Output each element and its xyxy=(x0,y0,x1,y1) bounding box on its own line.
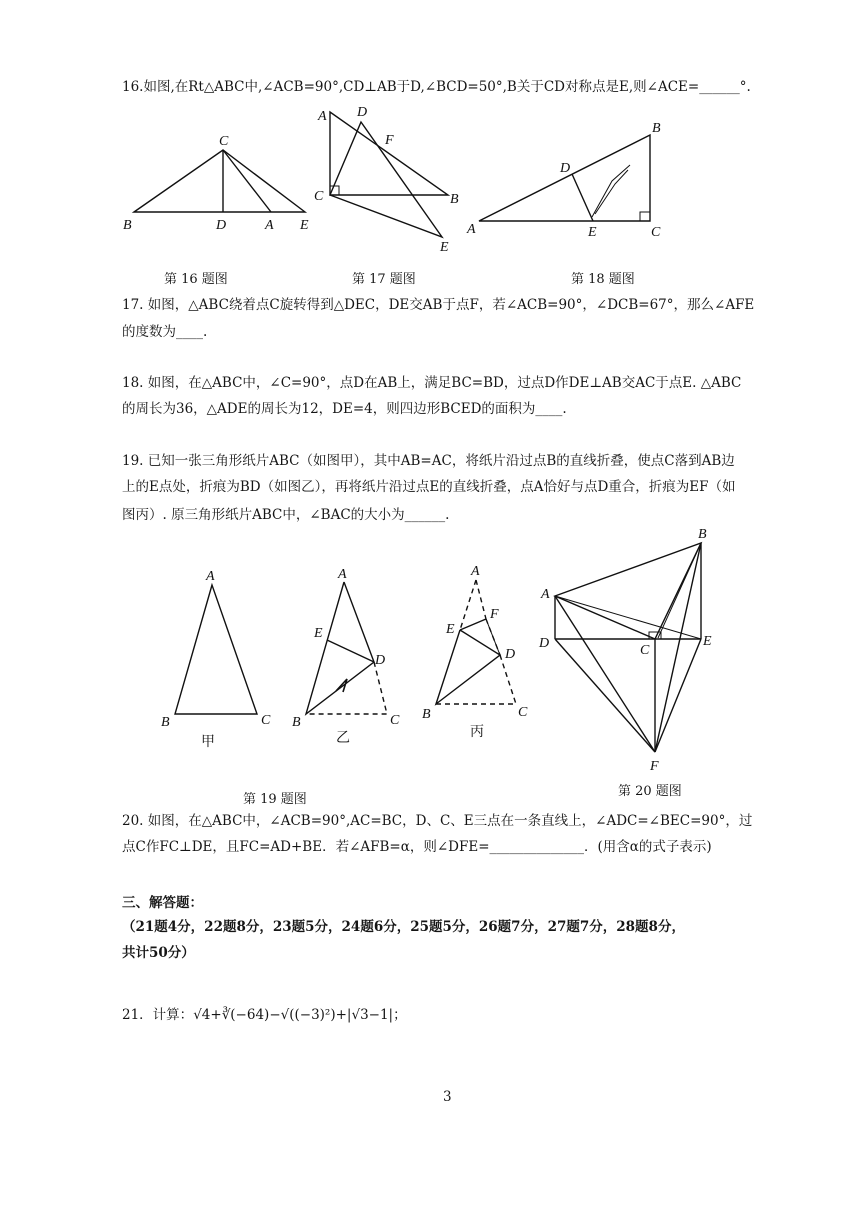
fig17-label-E: E xyxy=(440,240,449,255)
fig17-label-F: F xyxy=(385,133,394,148)
fig20-label-D: D xyxy=(539,636,550,651)
fig19-bing-label-E: E xyxy=(446,622,455,637)
fig19-yi-label-E: E xyxy=(314,626,323,641)
fig18-label-A: A xyxy=(467,222,476,237)
fig19-yi-label-B: B xyxy=(292,715,301,730)
q16-text: 16.如图,在Rt△ABC中,∠ACB=90°,CD⊥AB于D,∠BCD=50°,B关于CD对称点是E,则∠ACE=______°. xyxy=(122,79,751,95)
fig17-label-C: C xyxy=(314,189,324,204)
fig20-lines xyxy=(555,543,701,752)
fig19-jia-label-A: A xyxy=(206,569,215,584)
fig19-jia-label-C: C xyxy=(261,713,271,728)
fig17-label-D: D xyxy=(357,105,368,120)
q20-line1: 20. 如图，在△ABC中，∠ACB=90°,AC=BC，D、C、E三点在一条直线上，∠ADC=∠BEC=90°，过 xyxy=(122,813,753,829)
fig17-caption: 第 17 题图 xyxy=(352,272,416,287)
fig20-label-C: C xyxy=(640,643,650,658)
q21 xyxy=(122,1006,407,1024)
fig16-caption: 第 16 题图 xyxy=(164,272,228,287)
q19-line3: 图丙）. 原三角形纸片ABC中，∠BAC的大小为______. xyxy=(122,507,450,523)
fig19-jia-mark: 甲 xyxy=(201,734,215,750)
q19-line1: 19. 已知一张三角形纸片ABC（如图甲），其中AB=AC，将纸片沿过点B的直线折叠，使点C落到AB边 xyxy=(122,453,735,469)
fig18-caption: 第 18 题图 xyxy=(571,272,635,287)
fig16-label-D: D xyxy=(216,218,227,233)
fig19-yi-label-A: A xyxy=(338,567,347,582)
fig19-yi-mark: 乙 xyxy=(336,730,350,746)
fig18-label-E: E xyxy=(588,225,597,240)
fig18-label-B: B xyxy=(652,121,661,136)
fig20-label-E: E xyxy=(703,634,712,649)
q18-line2: 的周长为36，△ADE的周长为12，DE=4，则四边形BCED的面积为____. xyxy=(122,401,567,417)
fig16-label-B: B xyxy=(123,218,132,233)
fig19-caption: 第 19 题图 xyxy=(243,792,307,807)
fig16-label-C: C xyxy=(219,134,229,149)
page-number: 3 xyxy=(443,1089,452,1105)
fig17-label-A: A xyxy=(318,109,327,124)
section3-title: 三、解答题： xyxy=(122,895,203,911)
fig19-bing-label-C: C xyxy=(518,705,528,720)
fig19-bing-mark: 丙 xyxy=(470,724,484,740)
fig20-caption: 第 20 题图 xyxy=(618,784,682,799)
q21-expression: √4+∛(−64)−√((−3)²)+|√3−1|； xyxy=(193,1007,407,1023)
q20-line2: 点C作FC⊥DE，且FC=AD+BE．若∠AFB=α，则∠DFE=______________．(用含α的式子表示) xyxy=(122,839,712,855)
q17-line1: 17. 如图，△ABC绕着点C旋转得到△DEC，DE交AB于点F，若∠ACB=90°，∠DCB=67°，那么∠AFE xyxy=(122,297,755,313)
fig19-jia-label-B: B xyxy=(161,715,170,730)
fig17-label-B: B xyxy=(450,192,459,207)
fig19-bing-label-B: B xyxy=(422,707,431,722)
section3-line1: （21题4分，22题8分，23题5分，24题6分，25题5分，26题7分，27题7分，28题8分， xyxy=(122,919,685,935)
fig18-label-C: C xyxy=(651,225,661,240)
fig19-yi-label-D: D xyxy=(375,653,386,668)
fig20-label-A: A xyxy=(541,587,550,602)
fig19-bing-label-D: D xyxy=(505,647,516,662)
q17-line2: 的度数为____. xyxy=(122,324,208,340)
section3-line2: 共计50分） xyxy=(122,945,195,961)
q21-prefix: 21．计算： xyxy=(122,1007,194,1023)
fig19-bing-label-F: F xyxy=(490,607,499,622)
fig20-label-F: F xyxy=(650,759,659,774)
fig20-label-B: B xyxy=(698,527,707,542)
q19-line2: 上的E点处，折痕为BD（如图乙），再将纸片沿过点E的直线折叠，点A恰好与点D重合，折痕为EF（如 xyxy=(122,479,736,495)
fig18-label-D: D xyxy=(560,161,571,176)
fig19-bing-label-A: A xyxy=(471,564,480,579)
q18-line1: 18. 如图，在△ABC中，∠C=90°，点D在AB上，满足BC=BD，过点D作DE⊥AB交AC于点E. △ABC xyxy=(122,375,742,391)
fig19-yi-label-C: C xyxy=(390,713,400,728)
fig16-label-A: A xyxy=(265,218,274,233)
fig16-label-E: E xyxy=(300,218,309,233)
